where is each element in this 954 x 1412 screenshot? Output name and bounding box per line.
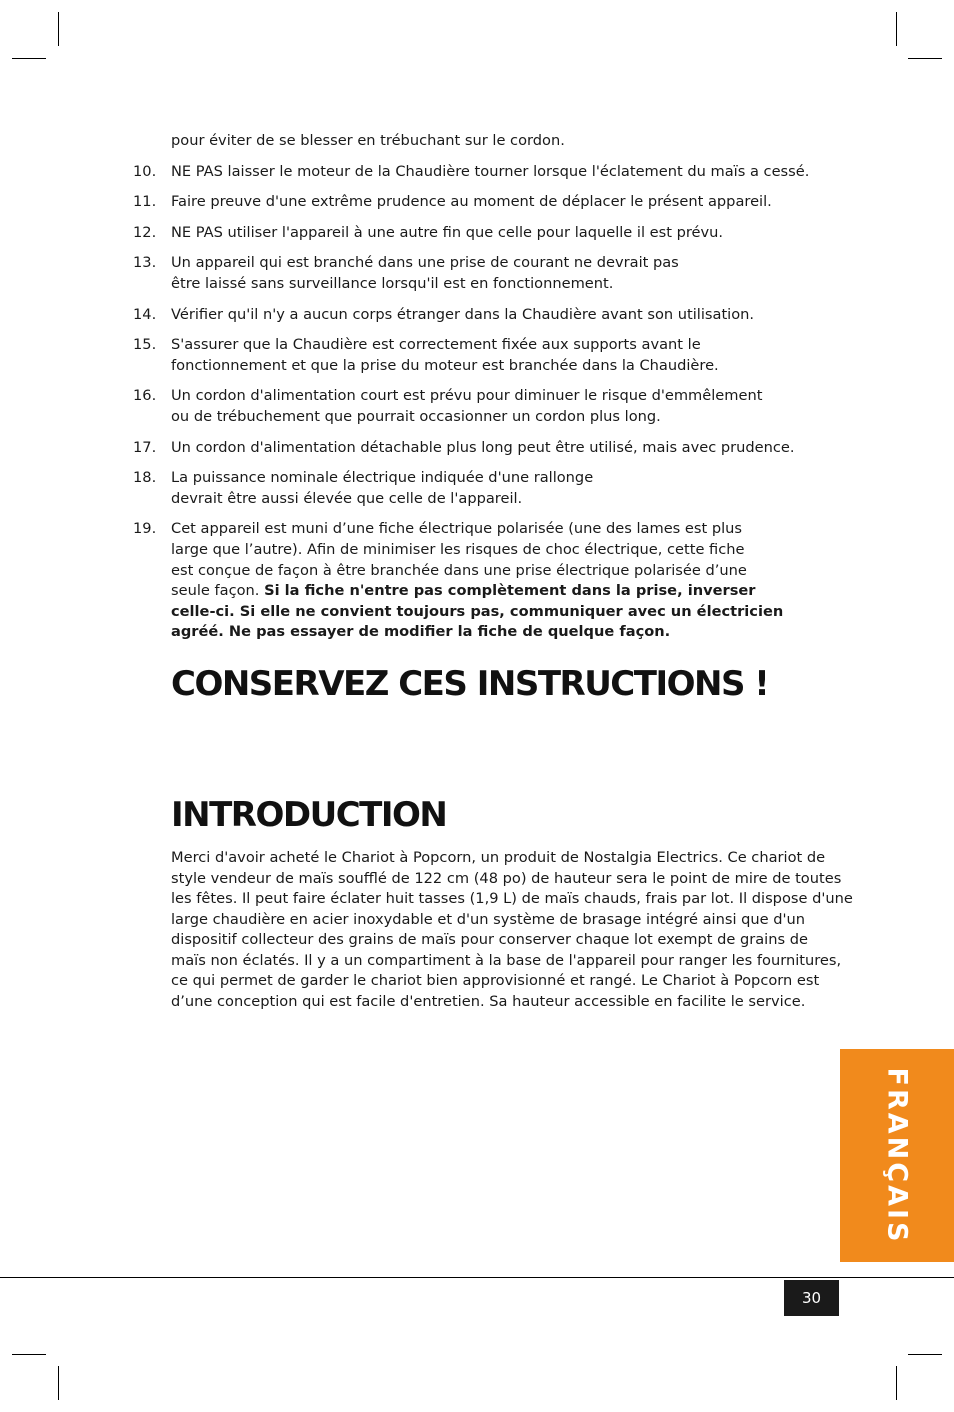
crop-mark [12, 1354, 46, 1355]
list-item-14: 14. Vérifier qu'il n'y a aucun corps étranger dans la Chaudière avant son utilisation. [133, 305, 755, 323]
mixed-line: seule façon. Si la fiche n'entre pas complètement dans la prise, inverser [171, 582, 756, 600]
heading-conserve-instructions: CONSERVEZ CES INSTRUCTIONS ! [171, 664, 769, 704]
list-item-19: 19. Cet appareil est muni d’une fiche électrique polarisée (une des lames est plus large que l’autre). Afin de minimiser les risques de choc électrique, cette fiche est conçue de façon à être branchée dans une prise électrique polarisée d’une seule façon. Si la fiche n'entre pas complètement dans la prise, inverser celle-ci. Si elle ne convient toujours pas, communiquer avec un électricien agréé. Ne pas essayer de modifier la fiche de quelque façon. [133, 519, 793, 643]
crop-mark [896, 12, 897, 46]
crop-mark [896, 1366, 897, 1400]
list-item-13: 13. Un appareil qui est branché dans une prise de courant ne devrait pas être laissé sans surveillance lorsqu'il est en fonctionnement. [133, 254, 679, 292]
list-item-17: 17. Un cordon d'alimentation détachable plus long peut être utilisé, mais avec prudence. [133, 438, 795, 456]
crop-mark [58, 12, 59, 46]
crop-mark [58, 1366, 59, 1400]
safety-instructions-list [133, 131, 810, 653]
crop-mark [908, 1354, 942, 1355]
list-item-15: 15. S'assurer que la Chaudière est correctement fixée aux supports avant le fonctionnement et que la prise du moteur est branchée dans la Chaudière. [133, 336, 719, 374]
list-item-18: 18. La puissance nominale électrique indiquée d'une rallonge devrait être aussi élevée que celle de l'appareil. [133, 469, 594, 507]
list-item-12: 12. NE PAS utiliser l'appareil à une autre fin que celle pour laquelle il est prévu. [133, 223, 724, 241]
list-item-continuation: pour éviter de se blesser en trébuchant sur le cordon. [171, 132, 565, 149]
page-number: 30 [784, 1280, 839, 1316]
footer-rule [0, 1277, 954, 1278]
crop-mark [908, 58, 942, 59]
list-item-11: 11. Faire preuve d'une extrême prudence au moment de déplacer le présent appareil. [133, 193, 772, 211]
language-tab-label: FRANÇAIS [881, 1067, 913, 1244]
heading-introduction: INTRODUCTION [171, 795, 447, 835]
crop-mark [12, 58, 46, 59]
language-tab [840, 1049, 954, 1262]
list-item-10: 10. NE PAS laisser le moteur de la Chaudière tourner lorsque l'éclatement du maïs a cessé. [133, 162, 810, 180]
introduction-paragraph: Merci d'avoir acheté le Chariot à Popcorn, un produit de Nostalgia Electrics. Ce chariot de style vendeur de maïs soufflé de 122 cm (48 po) de hauteur sera le point de mire de toutes les fêtes. Il peut faire éclater huit tasses (1,9 L) de maïs chauds, frais par lot. Il dispose d'une large chaudière en acier inoxydable et d'un système de brasage intégré ainsi que d'un dispositif collecteur des grains de maïs pour conserver chaque lot exempt de grains de maïs non éclatés. Il y a un compartiment à la base de l'appareil pour ranger les fournitures, ce qui permet de garder le chariot bien approvisionné et rangé. Le Chariot à Popcorn est d’une conception qui est facile d'entretien. Sa hauteur accessible en facilite le service. [171, 849, 853, 1010]
list-item-16: 16. Un cordon d'alimentation court est prévu pour diminuer le risque d'emmêlement ou de trébuchement que pourrait occasionner un cordon plus long. [133, 387, 763, 425]
